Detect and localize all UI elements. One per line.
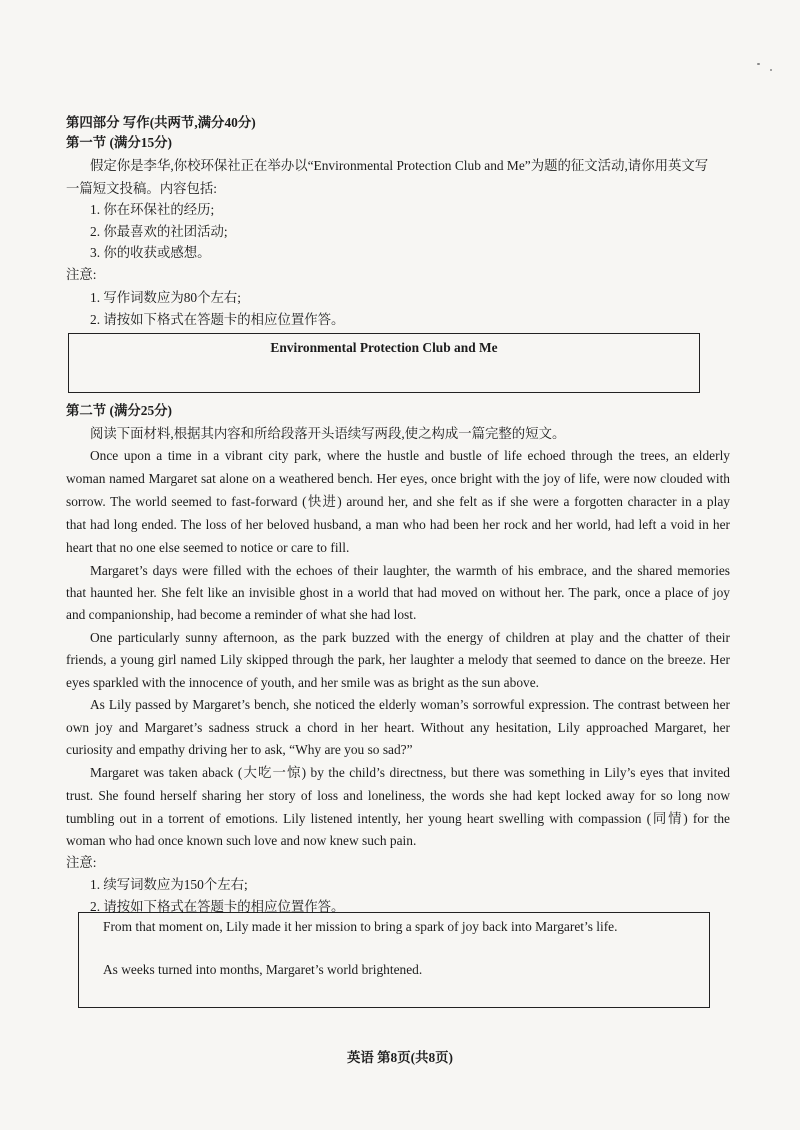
passage-line: heart that no one else seemed to notice or care to fill. (66, 540, 350, 555)
passage-line: that had long ended. The loss of her beloved husband, a man who had been her rock and her world, had left a void in her (66, 517, 730, 532)
section2-note: 1. 续写词数应为150个左右; (90, 877, 248, 892)
passage-line: One particularly sunny afternoon, as the park buzzed with the energy of children at play and the chatter of their (90, 630, 730, 645)
passage-line: and companionship, had become a reminder of what she had lost. (66, 607, 417, 622)
section1-intro: 一篇短文投稿。内容包括: (66, 181, 218, 196)
section1-note: 2. 请按如下格式在答题卡的相应位置作答。 (90, 312, 345, 327)
section1-point: 2. 你最喜欢的社团活动; (90, 224, 228, 239)
passage-line: friends, a young girl named Lily skipped through the park, her laughter a melody that seemed to dance on the breeze. Her (66, 652, 730, 667)
passage-line: Once upon a time in a vibrant city park, where the hustle and bustle of life echoed through the trees, an elderly (90, 448, 730, 463)
part-heading: 第四部分 写作(共两节,满分40分) (66, 115, 256, 130)
passage-line: trust. She found herself sharing her story of loss and loneliness, the words she had kept locked away for so long now (66, 788, 730, 803)
box-title: Environmental Protection Club and Me (270, 340, 498, 355)
scan-speck (770, 69, 772, 71)
section2-instruction: 阅读下面材料,根据其内容和所给段落开头语续写两段,使之构成一篇完整的短文。 (90, 426, 566, 441)
box-paragraph-start: From that moment on, Lily made it her mission to bring a spark of joy back into Margaret’s life. (103, 919, 618, 934)
answer-box-2 (78, 912, 710, 1008)
notes-label: 注意: (66, 267, 97, 282)
passage-line: Margaret’s days were filled with the echoes of their laughter, the warmth of his embrace, and the shared memories (90, 563, 730, 578)
passage-line: own joy and Margaret’s sadness struck a chord in her heart. Without any hesitation, Lily approached Margaret, her (66, 720, 730, 735)
passage-line: As Lily passed by Margaret’s bench, she noticed the elderly woman’s sorrowful expression. The contrast between her (90, 697, 730, 712)
box-paragraph-start: As weeks turned into months, Margaret’s world brightened. (103, 962, 423, 977)
page-footer: 英语 第8页(共8页) (347, 1050, 453, 1065)
answer-box-1 (68, 333, 700, 393)
passage-line: woman who had once known such love and now knew such pain. (66, 833, 417, 848)
section1-point: 1. 你在环保社的经历; (90, 202, 215, 217)
passage-line: tumbling out in a torrent of emotions. Lily listened intently, her young heart swelling with compassion (同情) for the (66, 811, 730, 826)
passage-line: Margaret was taken aback (大吃一惊) by the child’s directness, but there was something in Lily’s eyes that invited (90, 765, 730, 780)
passage-line: that haunted her. She felt like an invisible ghost in a world that had moved on without her. The park, once a place of joy (66, 585, 730, 600)
passage-line: eyes sparkled with the innocence of youth, and her smile was as bright as the sun above. (66, 675, 540, 690)
section2-heading: 第二节 (满分25分) (66, 403, 172, 418)
section2-note: 2. 请按如下格式在答题卡的相应位置作答。 (90, 899, 345, 914)
section1-heading: 第一节 (满分15分) (66, 135, 172, 150)
passage-line: woman named Margaret sat alone on a weathered bench. Her eyes, once bright with the joy of life, were now clouded with (66, 471, 730, 486)
passage-line: sorrow. The world seemed to fast-forward (快进) around her, and she felt as if she were a forgotten character in a play (66, 494, 730, 509)
notes-label: 注意: (66, 855, 97, 870)
scan-speck (757, 63, 760, 65)
section1-point: 3. 你的收获或感想。 (90, 245, 211, 260)
section1-intro: 假定你是李华,你校环保社正在举办以“Environmental Protection Club and Me”为题的征文活动,请你用英文写 (90, 158, 709, 173)
passage-line: curiosity and empathy driving her to ask, “Why are you so sad?” (66, 742, 413, 757)
section1-note: 1. 写作词数应为80个左右; (90, 290, 242, 305)
